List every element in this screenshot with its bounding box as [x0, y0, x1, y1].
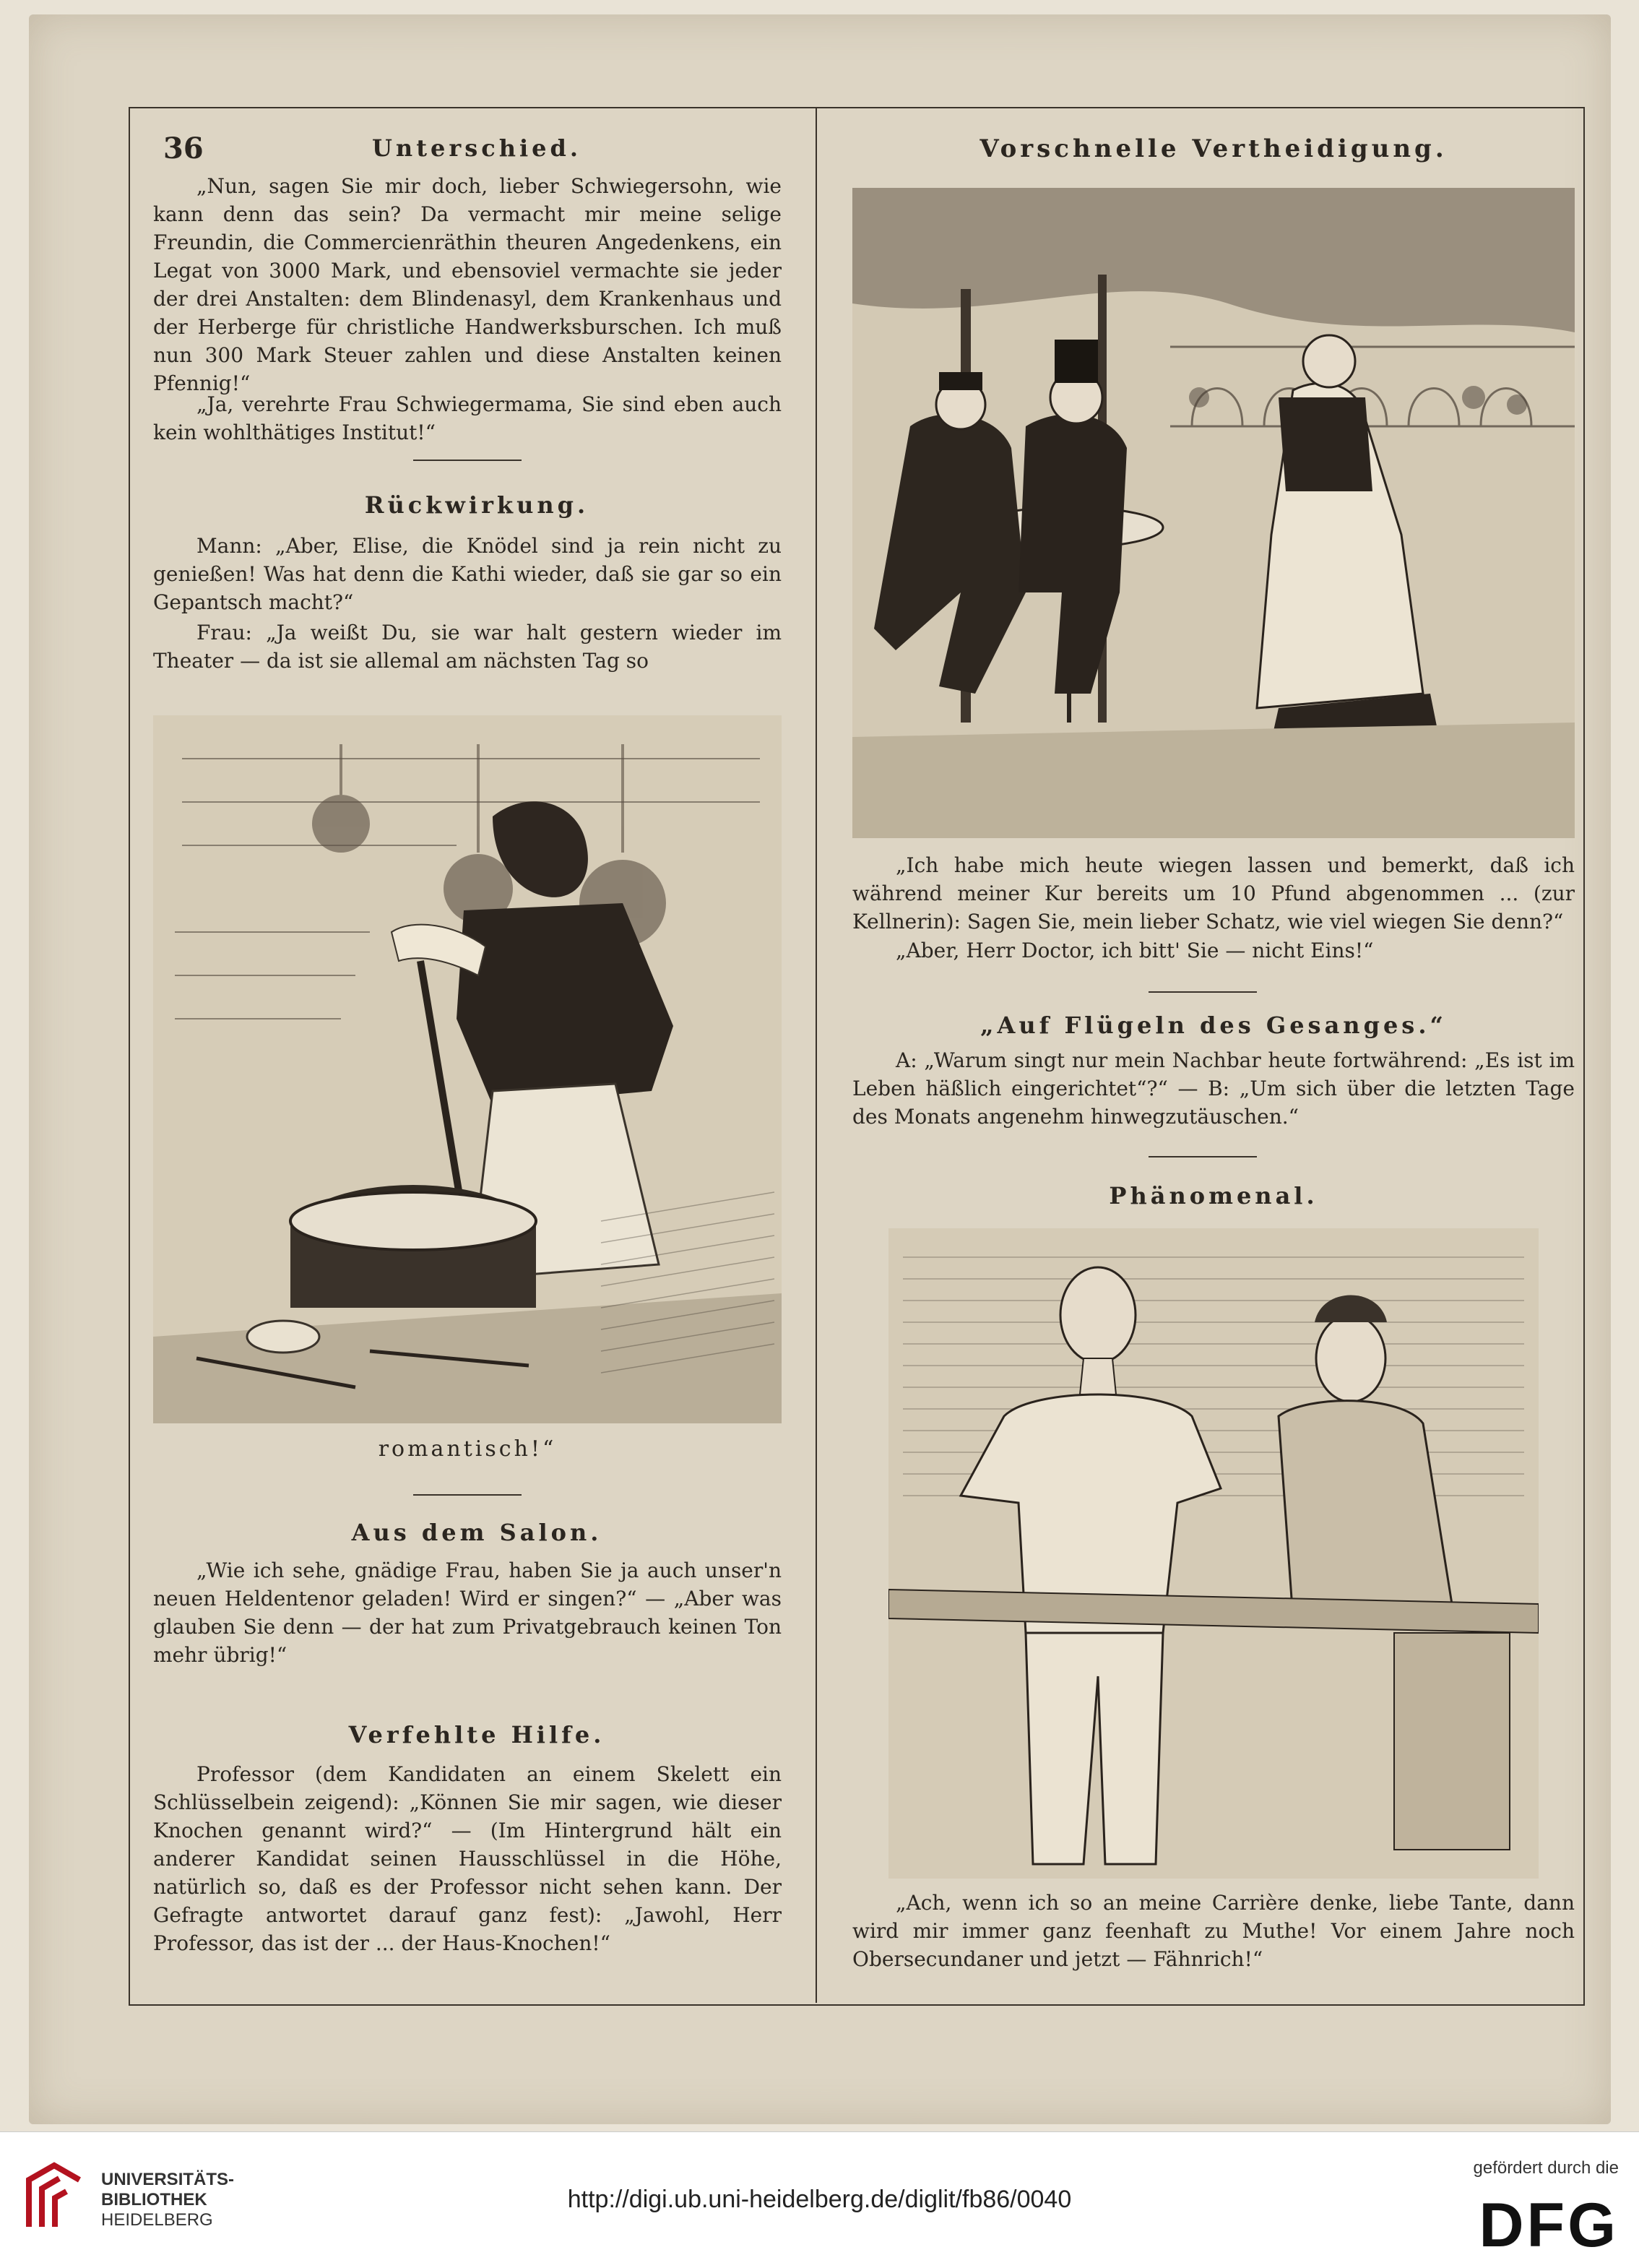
- paragraph-vorschnelle-1: „Ich habe mich heute wiegen lassen und bemerkt, daß ich während meiner Kur bereits um 10 Pfund abgenommen ... (zur Kellnerin): Sagen Sie, mein lieber Schatz, wie viel wiegen Sie denn?“: [852, 853, 1575, 933]
- paragraph-unterschied-2: „Ja, verehrte Frau Schwiegermama, Sie sind eben auch kein wohlthätiges Institut!“: [153, 392, 782, 444]
- library-name-line: BIBLIOTHEK: [101, 2190, 207, 2209]
- section-rule: [1149, 1156, 1257, 1157]
- paragraph-unterschied-1: „Nun, sagen Sie mir doch, lieber Schwiegersohn, wie kann denn das sein? Da vermacht mir meine selige Freundin, die Commercienräthin theuren Angedenkens, ein Legat von 3000 Mark, und ebensoviel vermachte sie jeder der drei Anstalten: dem Blindenasyl, dem Krankenhaus und der Herberge für christliche Handwerksburschen. Ich muß nun 300 Mark Steuer zahlen und diese Anstalten keinen Pfennig!“: [153, 174, 782, 395]
- section-rule: [413, 1494, 522, 1496]
- dfg-logo: DFG: [1479, 2191, 1619, 2260]
- paragraph-salon: „Wie ich sehe, gnädige Frau, haben Sie ja auch unser'n neuen Heldentenor geladen! Wird er singen?“ — „Aber was glauben Sie denn — der hat zum Privatgebrauch keinen Ton mehr übrig!“: [153, 1558, 782, 1667]
- illustration-kitchen-maid: [153, 715, 782, 1423]
- paragraph-rueckwirkung-1: Mann: „Aber, Elise, die Knödel sind ja rein nicht zu genießen! Was hat denn die Kathi wieder, daß sie gar so ein Gepantsch macht?“: [153, 534, 782, 614]
- section-rule: [1149, 991, 1257, 993]
- library-name-line: HEIDELBERG: [101, 2210, 213, 2230]
- heading-vorschnelle-vertheidigung: Vorschnelle Vertheidigung.: [979, 134, 1448, 163]
- heading-phaenomenal: Phänomenal.: [1109, 1182, 1318, 1210]
- library-name-line: UNIVERSITÄTS-: [101, 2170, 235, 2189]
- illustration-cadet-and-aunt: [888, 1228, 1539, 1879]
- heading-aus-dem-salon: Aus dem Salon.: [351, 1519, 602, 1546]
- heading-unterschied: Unterschied.: [372, 134, 581, 162]
- permalink-url[interactable]: http://digi.ub.uni-heidelberg.de/diglit/fb86/0040: [567, 2186, 1072, 2213]
- paragraph-auf-fluegeln: A: „Warum singt nur mein Nachbar heute fortwährend: „Es ist im Leben häßlich eingerichtet“?“ — B: „Um sich über die letzten Tage des Monats angenehm hinwegzutäuschen.“: [852, 1048, 1575, 1129]
- caption-romantisch: romantisch!“: [378, 1436, 557, 1462]
- illustration-beer-garden: [852, 188, 1575, 838]
- paragraph-vorschnelle-2: „Aber, Herr Doctor, ich bitt' Sie — nicht Eins!“: [896, 939, 1374, 962]
- section-rule: [413, 460, 522, 461]
- heading-auf-fluegeln: „Auf Flügeln des Gesanges.“: [980, 1012, 1447, 1039]
- paragraph-verfehlte-hilfe: Professor (dem Kandidaten an einem Skelett ein Schlüsselbein zeigend): „Können Sie mir sagen, wie dieser Knochen genannt wird?“ — (Im Hintergrund hält ein anderer Kandidat seinen Hausschlüssel in die Höhe, natürlich so, daß es der Professor nicht sehen kann. Der Gefragte antwortet darauf ganz fest): „Jawohl, Herr Professor, das ist der ... der Haus-Knochen!“: [153, 1762, 782, 1955]
- paragraph-rueckwirkung-2: Frau: „Ja weißt Du, sie war halt gestern wieder im Theater — da ist sie allemal am nächsten Tag so: [153, 621, 782, 673]
- funding-note: gefördert durch die: [1473, 2158, 1619, 2178]
- paragraph-phaenomenal: „Ach, wenn ich so an meine Carrière denke, liebe Tante, dann wird mir immer ganz feenhaft zu Muthe! Vor einem Jahre noch Obersecundaner und jetzt — Fähnrich!“: [852, 1891, 1575, 1971]
- page-number: 36: [163, 131, 204, 165]
- digitization-footer: [0, 2131, 1639, 2268]
- heading-verfehlte-hilfe: Verfehlte Hilfe.: [348, 1721, 605, 1749]
- column-divider: [816, 108, 817, 2003]
- heading-rueckwirkung: Rückwirkung.: [364, 491, 589, 519]
